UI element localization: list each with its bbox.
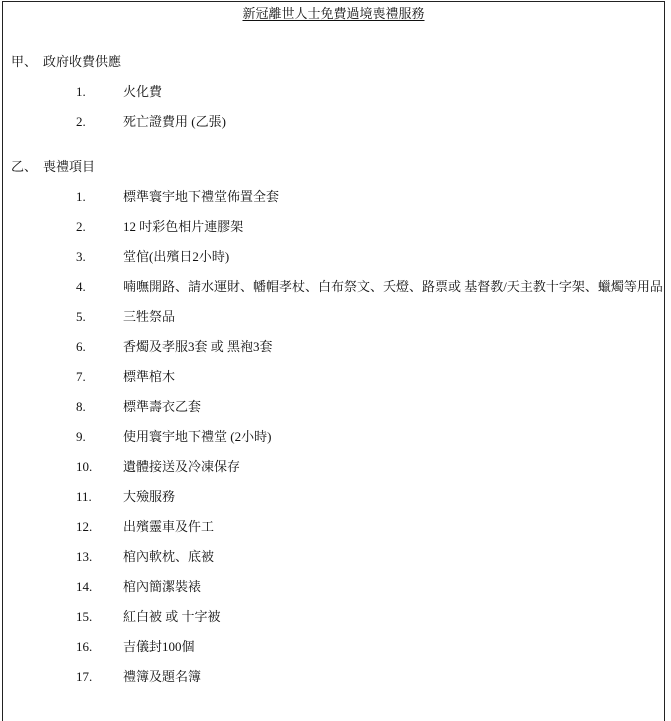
item-number: 7.: [76, 369, 86, 384]
item-text: 使用寰宇地下禮堂 (2小時): [123, 429, 272, 444]
item-number: 3.: [76, 249, 86, 264]
item-text: 棺內簡潔裝裱: [123, 579, 202, 594]
document-title-text: 新冠離世人士免費過境喪禮服務: [242, 6, 425, 21]
document-page: [2, 1, 665, 721]
item-number: 2.: [76, 219, 86, 234]
item-text: 香燭及孝服3套 或 黑袍3套: [123, 339, 273, 354]
item-text: 三牲祭品: [123, 309, 176, 324]
item-text: 火化費: [123, 84, 163, 99]
item-text: 標準壽衣乙套: [123, 399, 202, 414]
item-number: 4.: [76, 279, 86, 294]
item-number: 1.: [76, 189, 86, 204]
item-number: 2.: [76, 114, 86, 129]
item-text: 喃嘸開路、請水運財、幡帽孝杖、白布祭文、夭燈、路票或 基督教/天主教十字架、蠟燭等用品: [123, 279, 663, 294]
item-text: 死亡證費用 (乙張): [123, 114, 226, 129]
item-text: 吉儀封100個: [123, 639, 195, 654]
item-text: 堂倌(出殯日2小時): [123, 249, 230, 264]
item-number: 12.: [76, 519, 93, 534]
item-number: 5.: [76, 309, 86, 324]
item-text: 禮簿及題名簿: [123, 669, 202, 684]
item-text: 標準寰宇地下禮堂佈置全套: [123, 189, 280, 204]
section-marker: 乙、: [11, 159, 38, 174]
section-header-funeral-items: [11, 158, 95, 176]
item-number: 6.: [76, 339, 86, 354]
item-number: 10.: [76, 459, 93, 474]
item-number: 14.: [76, 579, 93, 594]
item-text: 標準棺木: [123, 369, 176, 384]
section-marker: 甲、: [11, 54, 38, 69]
item-number: 15.: [76, 609, 93, 624]
item-text: 遺體接送及冷凍保存: [123, 459, 241, 474]
item-number: 8.: [76, 399, 86, 414]
item-number: 9.: [76, 429, 86, 444]
item-text: 大殮服務: [123, 489, 176, 504]
item-number: 16.: [76, 639, 93, 654]
item-number: 13.: [76, 549, 93, 564]
item-number: 1.: [76, 84, 86, 99]
item-number: 11.: [76, 489, 92, 504]
section-heading: 政府收費供應: [43, 54, 122, 69]
item-text: 紅白被 或 十字被: [123, 609, 221, 624]
item-text: 出殯靈車及仵工: [123, 519, 215, 534]
section-heading: 喪禮項目: [43, 159, 96, 174]
section-header-government-fees: [11, 53, 121, 71]
item-text: 棺內軟枕、底被: [123, 549, 215, 564]
item-text: 12 吋彩色相片連膠架: [123, 219, 244, 234]
item-number: 17.: [76, 669, 93, 684]
document-title: [3, 5, 664, 23]
